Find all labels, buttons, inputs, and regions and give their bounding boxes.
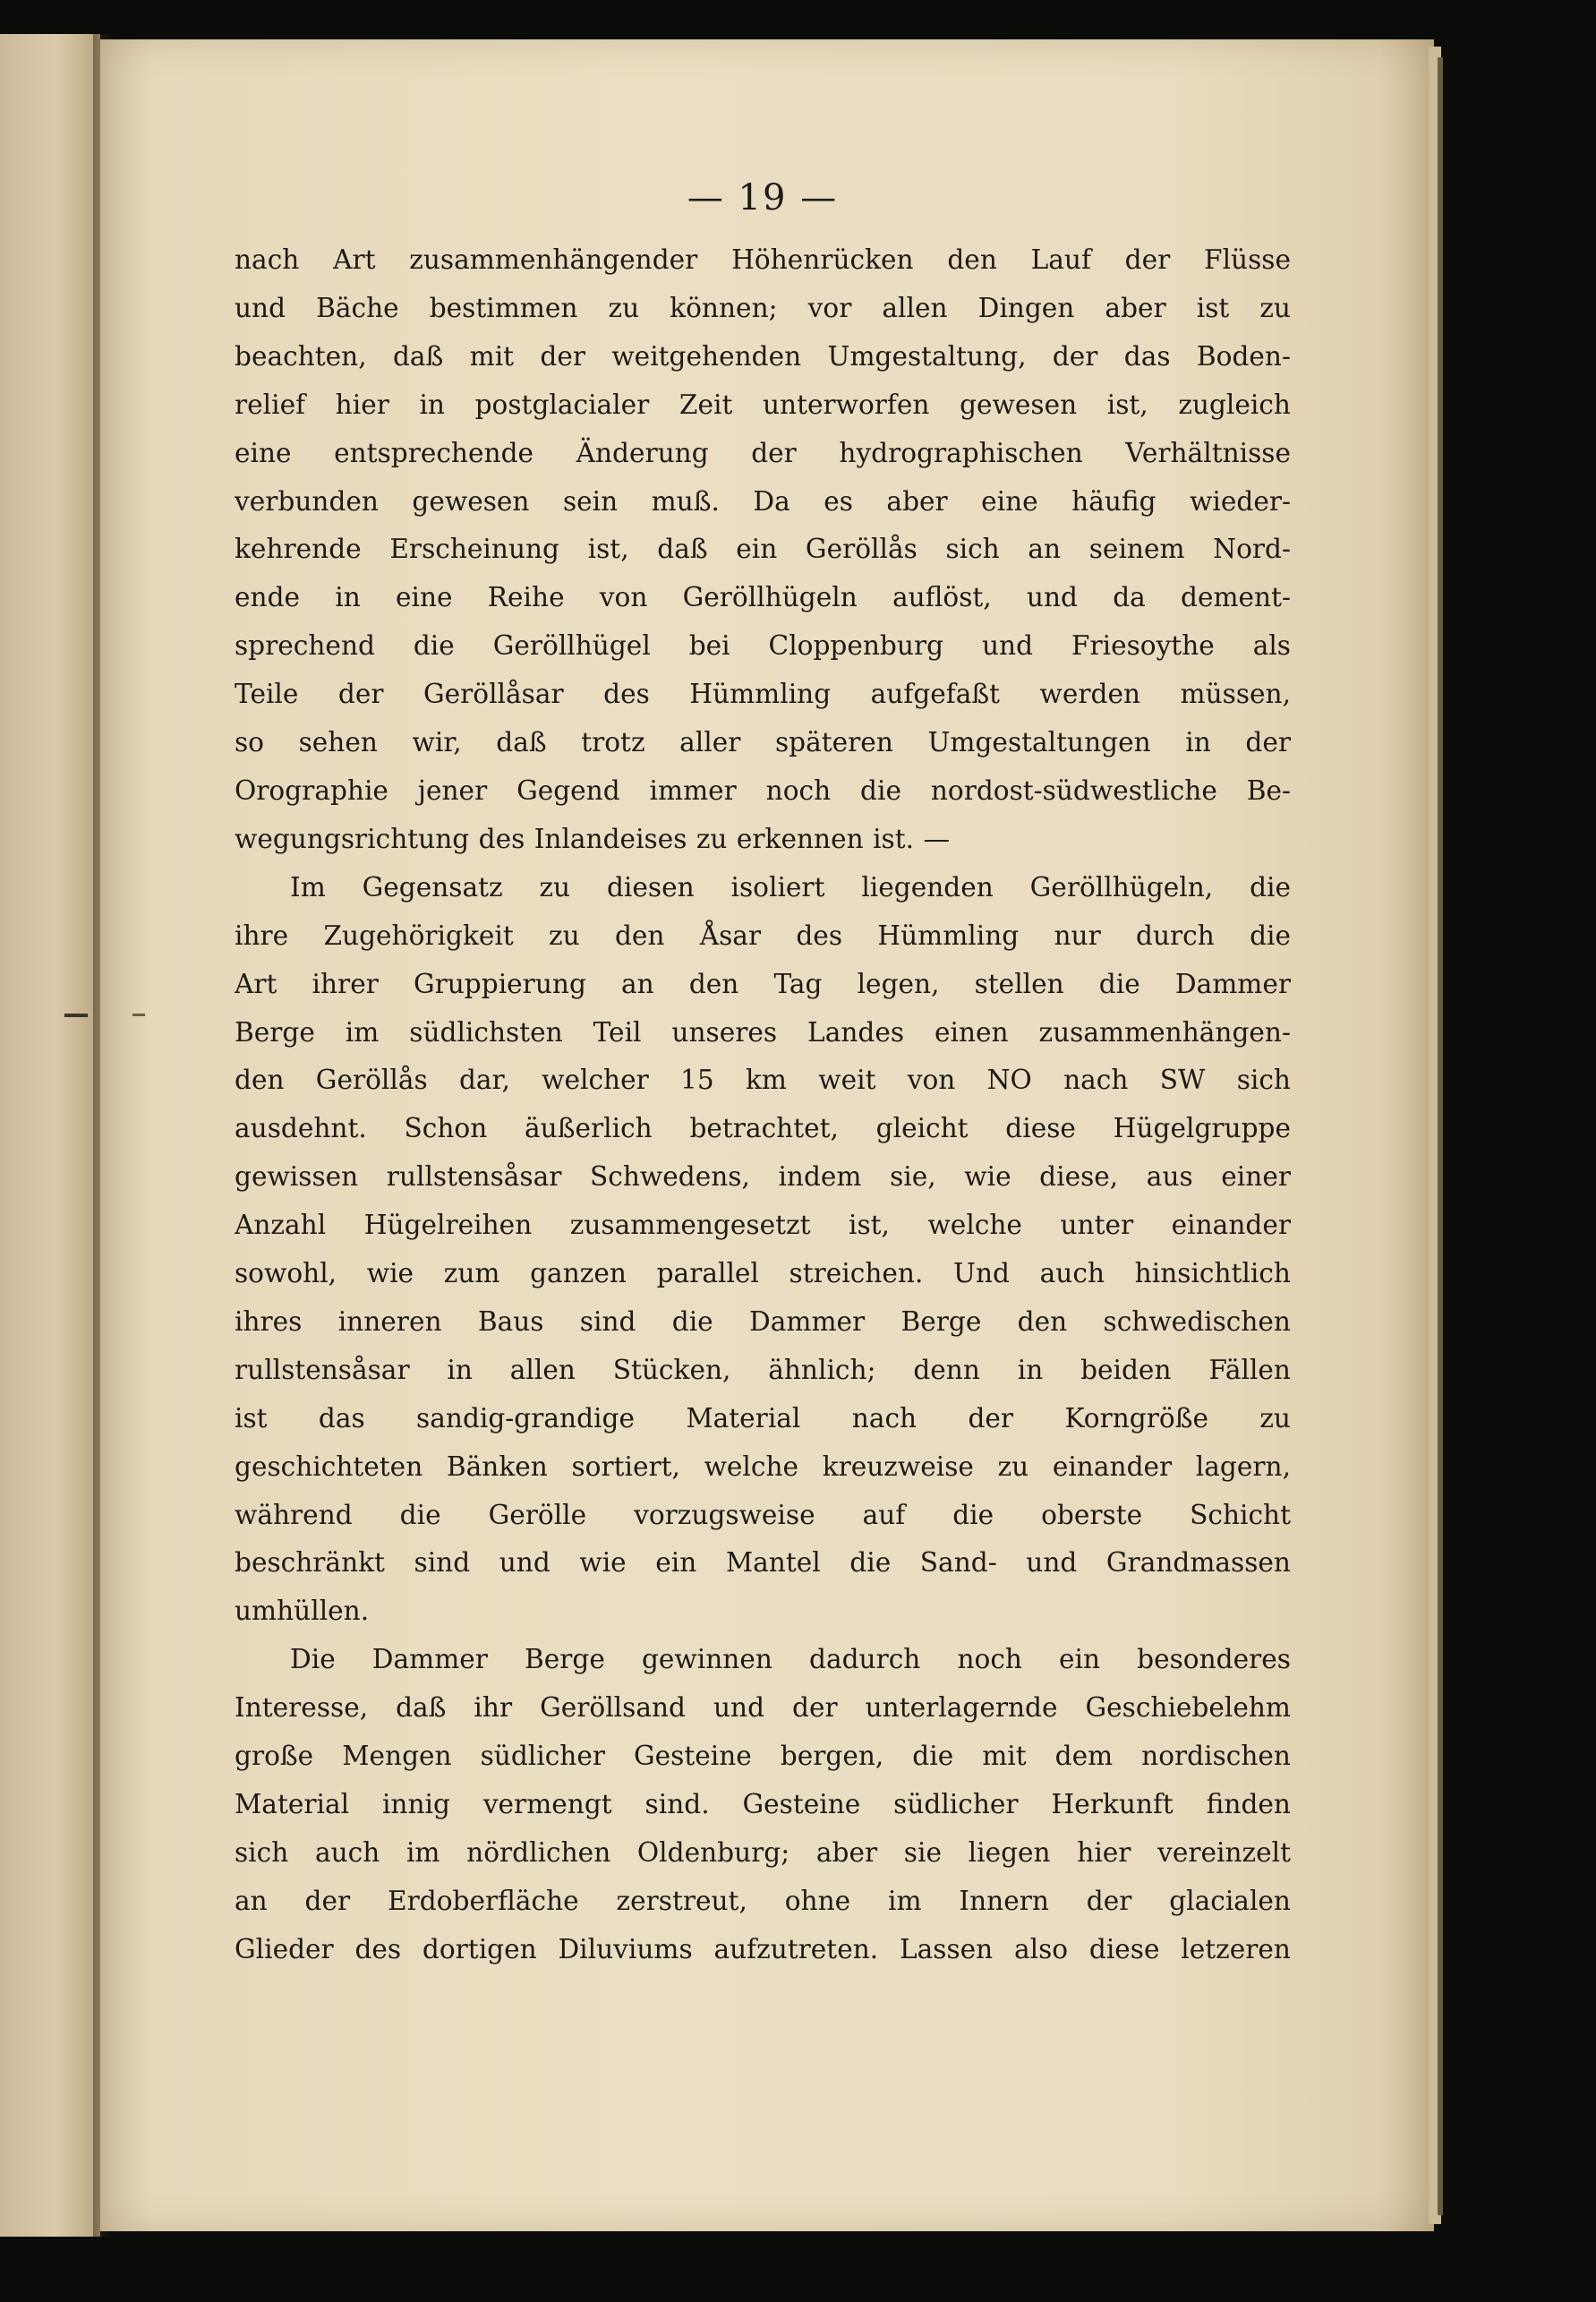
text-line: ihre Zugehörigkeit zu den Åsar des Hümmling nur durch die (235, 920, 1291, 951)
page-number: — 19 — (687, 177, 839, 218)
paragraph-1 (235, 236, 1291, 864)
previous-page-edge (0, 34, 100, 2237)
text-line: beschränkt sind und wie ein Mantel die Sand- und Grandmassen (235, 1547, 1291, 1579)
gutter-mark-small (132, 1014, 145, 1016)
text-line: Die Dammer Berge gewinnen dadurch noch ein besonderes (290, 1644, 1291, 1675)
text-line: eine entsprechende Änderung der hydrographischen Verhältnisse (235, 437, 1291, 468)
text-line: Berge im südlichsten Teil unseres Landes einen zusammenhängen- (235, 1016, 1291, 1048)
text-line: Im Gegensatz zu diesen isoliert liegenden Geröllhügeln, die (290, 871, 1291, 903)
text-line: verbunden gewesen sein muß. Da es aber eine häufig wieder- (235, 485, 1291, 517)
text-line: während die Gerölle vorzugsweise auf die oberste Schicht (235, 1499, 1291, 1530)
text-line: kehrende Erscheinung ist, daß ein Geröllås sich an seinem Nord- (235, 534, 1291, 565)
text-area (235, 167, 1291, 1974)
page-edge-dark (1438, 57, 1443, 2215)
text-line: ihres inneren Baus sind die Dammer Berge den schwedischen (235, 1305, 1291, 1337)
text-line: umhüllen. (235, 1596, 370, 1627)
text-line: Orographie jener Gegend immer noch die nordost-südwestliche Be- (235, 774, 1291, 806)
text-line: relief hier in postglacialer Zeit unterworfen gewesen ist, zugleich (235, 389, 1291, 420)
text-line: geschichteten Bänken sortiert, welche kreuzweise zu einander lagern, (235, 1451, 1291, 1482)
text-line: sprechend die Geröllhügel bei Cloppenburg und Friesoythe als (235, 630, 1291, 662)
text-line: ist das sandig-grandige Material nach der Korngröße zu (235, 1402, 1291, 1433)
text-line: Teile der Geröllåsar des Hümmling aufgefaßt werden müssen, (235, 679, 1291, 710)
text-line: sich auch im nördlichen Oldenburg; aber sie liegen hier vereinzelt (235, 1836, 1291, 1868)
text-line: wegungsrichtung des Inlandeises zu erkennen ist. — (235, 823, 951, 854)
text-line: ende in eine Reihe von Geröllhügeln auflöst, und da dement- (235, 582, 1291, 613)
text-line: den Geröllås dar, welcher 15 km weit von NO nach SW sich (235, 1065, 1291, 1096)
text-line: an der Erdoberfläche zerstreut, ohne im Innern der glacialen (235, 1885, 1291, 1916)
text-line: und Bäche bestimmen zu können; vor allen Dingen aber ist zu (235, 292, 1291, 323)
gutter-mark (64, 1014, 88, 1017)
text-line: ausdehnt. Schon äußerlich betrachtet, gleicht diese Hügelgruppe (235, 1113, 1291, 1144)
paragraph-2 (235, 864, 1291, 1637)
text-line: Anzahl Hügelreihen zusammengesetzt ist, welche unter einander (235, 1210, 1291, 1241)
text-line: große Mengen südlicher Gesteine bergen, die mit dem nordischen (235, 1741, 1291, 1772)
text-line: Glieder des dortigen Diluviums aufzutreten. Lassen also diese letzeren (235, 1933, 1291, 1964)
text-line: Art ihrer Gruppierung an den Tag legen, stellen die Dammer (235, 968, 1291, 999)
text-line: so sehen wir, daß trotz aller späteren Umgestaltungen in der (235, 727, 1291, 758)
text-line: sowohl, wie zum ganzen parallel streichen. Und auch hinsichtlich (235, 1258, 1291, 1289)
text-line: nach Art zusammenhängender Höhenrücken den Lauf der Flüsse (235, 244, 1291, 275)
text-line: gewissen rullstensåsar Schwedens, indem sie, wie diese, aus einer (235, 1161, 1291, 1193)
text-line: Material innig vermengt sind. Gesteine südlicher Herkunft finden (235, 1789, 1291, 1819)
text-line: rullstensåsar in allen Stücken, ähnlich; denn in beiden Fällen (235, 1354, 1291, 1385)
paragraph-3 (235, 1636, 1291, 1973)
text-line: beachten, daß mit der weitgehenden Umgestaltung, der das Boden- (235, 340, 1291, 372)
text-line: Interesse, daß ihr Geröllsand und der unterlagernde Geschiebelehm (235, 1692, 1291, 1724)
